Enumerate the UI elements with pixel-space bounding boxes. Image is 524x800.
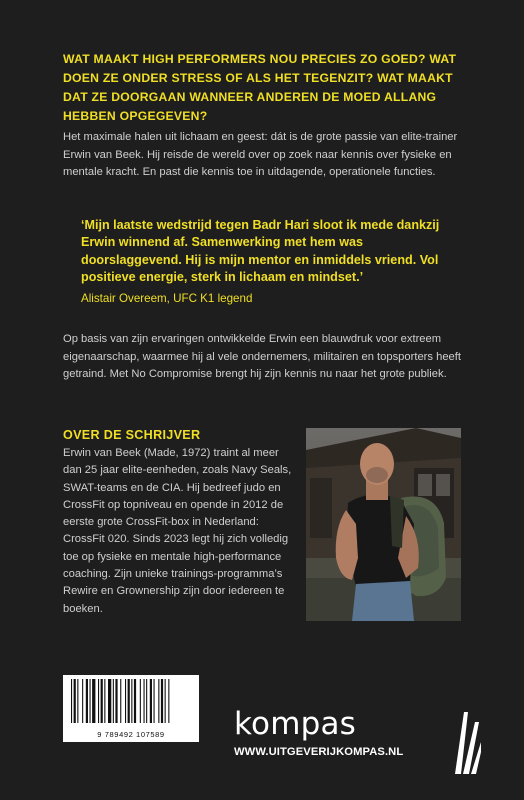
barcode-bars (67, 679, 195, 723)
barcode (63, 675, 199, 742)
quote-attribution: Alistair Overeem, UFC K1 legend (81, 292, 253, 305)
publisher-url[interactable]: WWW.UITGEVERIJKOMPAS.NL (234, 746, 404, 758)
isbn-number: 9 789492 107589 (97, 730, 165, 739)
intro-paragraph: Het maximale halen uit lichaam en geest: dát is de grote passie van elite-trainer Erwin van Beek. Hij reisde de wereld over op zoek naar kennis over fysieke en mentale kracht. En past die kennis toe in uitdagende, operationele functies. (63, 131, 458, 178)
author-photo (306, 428, 461, 621)
basis-paragraph: Op basis van zijn ervaringen ontwikkelde Erwin een blauwdruk voor extreem eigenaarschap, waarmee hij al vele ondernemers, militairen en topsporters heeft getraind. Met No Compromise brengt hij zijn kennis nu naar het grote publiek. (63, 333, 461, 380)
about-author-heading: OVER DE SCHRIJVER (63, 428, 201, 442)
headline: WAT MAAKT HIGH PERFORMERS NOU PRECIES ZO GOED? WAT DOEN ZE ONDER STRESS OF ALS HET TEGENZIT? WAT MAAKT DAT ZE DOORGAAN WANNEER ANDEREN DE MOED ALLANG HEBBEN OPGEGEVEN? (63, 52, 457, 123)
endorsement-quote: ‘Mijn laatste wedstrijd tegen Badr Hari sloot ik mede dankzij Erwin winnend af. Samenwerking met hem was doorslaggevend. Hij is mijn mentor en inmiddels vriend. Vol positieve energie, sterk in lichaam en mindset.’ (81, 218, 440, 285)
about-author-text: Erwin van Beek (Made, 1972) traint al meer dan 25 jaar elite-eenheden, zoals Navy Seals, SWAT-teams en de CIA. Hij bedreef judo en CrossFit op topniveau en opende in 2012 de eerste grote CrossFit-box in Nederland: CrossFit 020. Sinds 2023 legt hij zich volledig toe op fysieke en mentale high-performance coaching. Zijn unieke trainings-programma’s Rewire en Grownership zijn door iedereen te boeken. (63, 447, 292, 615)
publisher-logo-icon (455, 712, 481, 774)
publisher-name: kompas (234, 706, 357, 742)
